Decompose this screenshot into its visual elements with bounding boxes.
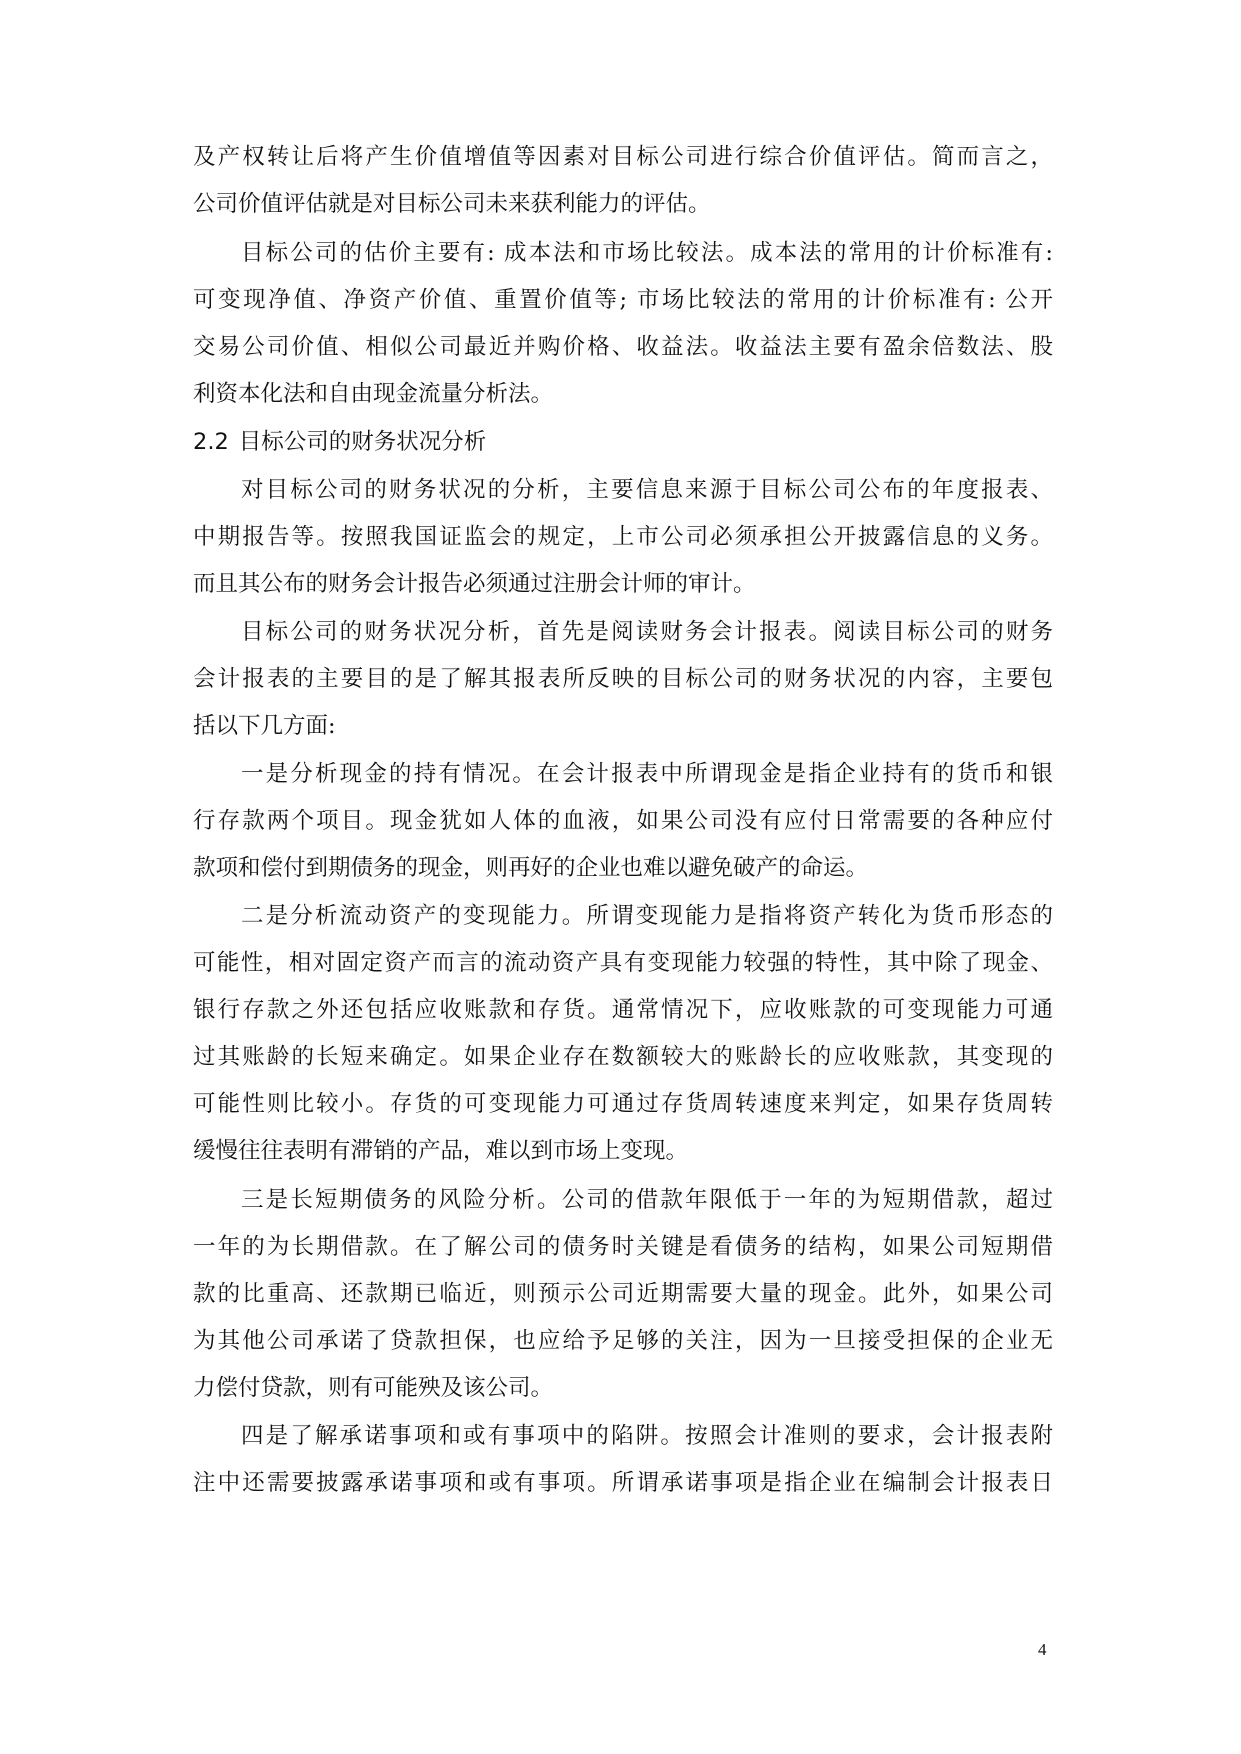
body-line: 三是长短期债务的风险分析。公司的借款年限低于一年的为短期借款，超过 <box>241 1187 1053 1213</box>
body-line: 对目标公司的财务状况的分析，主要信息来源于目标公司公布的年度报表、 <box>241 477 1053 503</box>
body-line: 中期报告等。按照我国证监会的规定，上市公司必须承担公开披露信息的义务。 <box>193 524 1053 550</box>
section-title: 目标公司的财务状况分析 <box>238 429 487 455</box>
body-line: 交易公司价值、相似公司最近并购价格、收益法。收益法主要有盈余倍数法、股 <box>193 334 1053 360</box>
body-line: 会计报表的主要目的是了解其报表所反映的目标公司的财务状况的内容，主要包 <box>193 666 1053 692</box>
body-line: 银行存款之外还包括应收账款和存货。通常情况下，应收账款的可变现能力可通 <box>193 997 1053 1023</box>
body-line: 公司价值评估就是对目标公司未来获利能力的评估。 <box>193 191 711 217</box>
page-number: 4 <box>1038 1640 1047 1659</box>
body-line: 括以下几方面: <box>193 713 336 739</box>
body-line: 过其账龄的长短来确定。如果企业存在数额较大的账龄长的应收账款，其变现的 <box>193 1044 1053 1070</box>
body-line: 可能性，相对固定资产而言的流动资产具有变现能力较强的特性，其中除了现金、 <box>193 950 1053 976</box>
section-heading <box>193 426 486 458</box>
body-line: 四是了解承诺事项和或有事项中的陷阱。按照会计准则的要求，会计报表附 <box>241 1423 1053 1449</box>
body-line: 可变现净值、净资产价值、重置价值等; 市场比较法的常用的计价标准有: 公开 <box>193 287 1053 313</box>
body-line: 款项和偿付到期债务的现金，则再好的企业也难以避免破产的命运。 <box>193 855 869 881</box>
body-line: 目标公司的估价主要有: 成本法和市场比较法。成本法的常用的计价标准有: <box>241 240 1053 266</box>
body-line: 而且其公布的财务会计报告必须通过注册会计师的审计。 <box>193 571 756 597</box>
section-number: 2.2 <box>193 429 229 455</box>
body-line: 一是分析现金的持有情况。在会计报表中所谓现金是指企业持有的货币和银 <box>241 761 1053 787</box>
body-line: 款的比重高、还款期已临近，则预示公司近期需要大量的现金。此外，如果公司 <box>193 1281 1053 1307</box>
body-line: 为其他公司承诺了贷款担保，也应给予足够的关注，因为一旦接受担保的企业无 <box>193 1328 1053 1354</box>
body-line: 及产权转让后将产生价值增值等因素对目标公司进行综合价值评估。简而言之， <box>193 144 1053 170</box>
body-line: 利资本化法和自由现金流量分析法。 <box>193 381 554 407</box>
body-line: 行存款两个项目。现金犹如人体的血液，如果公司没有应付日常需要的各种应付 <box>193 808 1053 834</box>
body-line: 目标公司的财务状况分析，首先是阅读财务会计报表。阅读目标公司的财务 <box>241 619 1053 645</box>
body-line: 力偿付贷款，则有可能殃及该公司。 <box>193 1375 554 1401</box>
body-line: 一年的为长期借款。在了解公司的债务时关键是看债务的结构，如果公司短期借 <box>193 1234 1053 1260</box>
body-line: 二是分析流动资产的变现能力。所谓变现能力是指将资产转化为货币形态的 <box>241 903 1053 929</box>
body-line: 可能性则比较小。存货的可变现能力可通过存货周转速度来判定，如果存货周转 <box>193 1091 1053 1117</box>
body-line: 缓慢往往表明有滞销的产品，难以到市场上变现。 <box>193 1138 689 1164</box>
body-line: 注中还需要披露承诺事项和或有事项。所谓承诺事项是指企业在编制会计报表日 <box>193 1470 1053 1496</box>
